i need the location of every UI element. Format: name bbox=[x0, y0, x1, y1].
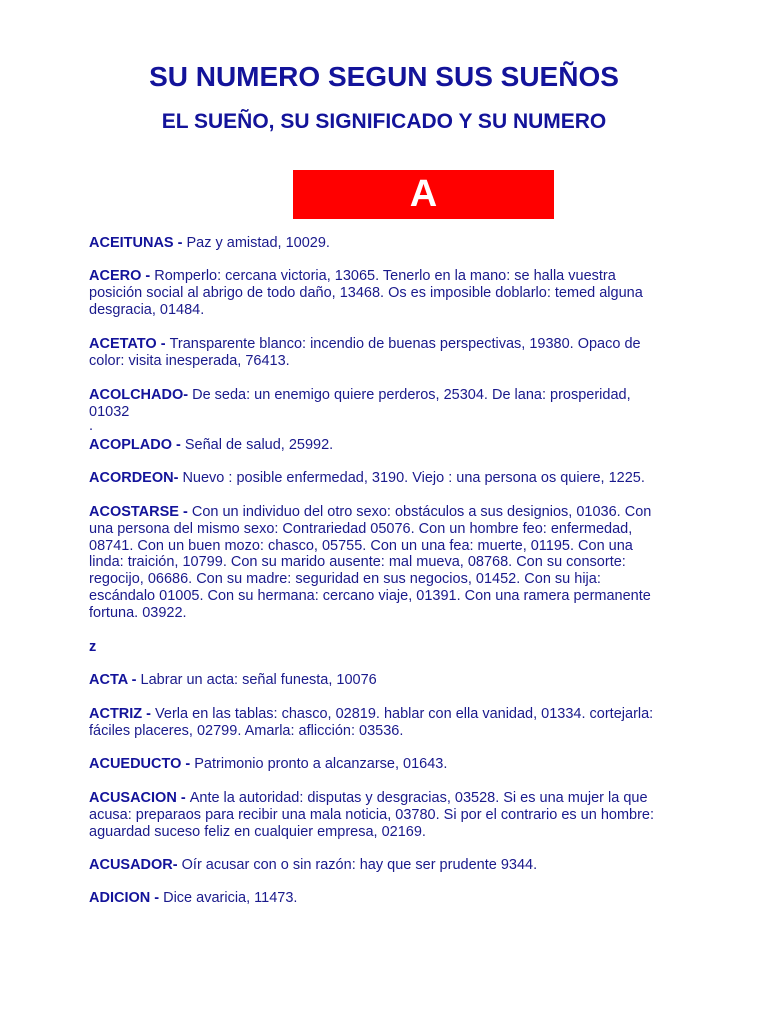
entry-desc: Labrar un acta: señal funesta, 10076 bbox=[140, 672, 377, 688]
entry-term: ACERO - bbox=[89, 268, 155, 284]
entry-desc: Señal de salud, 25992. bbox=[184, 437, 334, 453]
entry-adicion bbox=[89, 890, 697, 907]
entry-desc: linda: traición, 10799. Con su marido ausente: mal mueva, 08768. Con su consorte: bbox=[89, 554, 626, 571]
entry-desc: Oír acusar con o sin razón: hay que ser prudente 9344. bbox=[181, 857, 538, 873]
entry-term: ACOSTARSE - bbox=[89, 504, 192, 520]
entry-desc: aguardad suceso feliz en cualquier empresa, 02169. bbox=[89, 823, 426, 840]
entry-acta bbox=[89, 672, 697, 689]
entry-acolchado bbox=[89, 387, 697, 434]
entry-desc: . bbox=[89, 417, 94, 434]
entry-acostarse bbox=[89, 504, 697, 622]
entry-term: ACEITUNAS - bbox=[89, 235, 187, 251]
entry-term: ACETATO - bbox=[89, 336, 170, 352]
page-title: SU NUMERO SEGUN SUS SUEÑOS bbox=[149, 61, 619, 92]
entry-desc: Paz y amistad, 10029. bbox=[186, 235, 330, 251]
entry-aceitunas bbox=[89, 235, 697, 252]
entry-desc: Patrimonio pronto a alcanzarse, 01643. bbox=[194, 756, 448, 772]
entry-term: ACORDEON- bbox=[89, 470, 183, 486]
page-subtitle: EL SUEÑO, SU SIGNIFICADO Y SU NUMERO bbox=[161, 110, 607, 133]
entry-acusacion bbox=[89, 790, 697, 840]
entry-term: ACUSACION - bbox=[89, 790, 190, 806]
entry-desc: 01032 bbox=[89, 403, 130, 420]
section-letter-box: A bbox=[293, 170, 554, 219]
entry-acueducto bbox=[89, 756, 697, 773]
entry-desc: fáciles placeres, 02799. Amarla: aflicción: 03536. bbox=[89, 722, 404, 739]
entry-term: ACTA - bbox=[89, 672, 141, 688]
entry-desc: una persona del mismo sexo: Contrariedad 05076. Con un hombre feo: enfermedad, bbox=[89, 520, 633, 537]
entry-acetato bbox=[89, 336, 697, 370]
entry-desc: Transparente blanco: incendio de buenas perspectivas, 19380. Opaco de bbox=[169, 336, 641, 352]
entry-desc: regocijo, 06686. Con su madre: seguridad en sus negocios, 01452. Con su hija: bbox=[89, 571, 601, 588]
entry-desc: Verla en las tablas: chasco, 02819. hablar con ella vanidad, 01334. cortejarla: bbox=[155, 706, 654, 722]
entry-term: ACUSADOR- bbox=[89, 857, 182, 873]
entry-acoplado bbox=[89, 437, 697, 454]
entry-desc: 08741. Con un buen mozo: chasco, 05755. Con un una fea: muerte, 01195. Con una bbox=[89, 537, 633, 554]
entry-z bbox=[89, 639, 697, 656]
entry-desc: De seda: un enemigo quiere perderos, 25304. De lana: prosperidad, bbox=[192, 387, 631, 403]
entry-acordeon bbox=[89, 470, 697, 487]
entry-desc: Ante la autoridad: disputas y desgracias, 03528. Si es una mujer la que bbox=[189, 790, 648, 806]
entry-desc: Con un individuo del otro sexo: obstáculos a sus designios, 01036. Con bbox=[191, 504, 652, 520]
entry-term: ACTRIZ - bbox=[89, 706, 156, 722]
entry-desc: Romperlo: cercana victoria, 13065. Tenerlo en la mano: se halla vuestra bbox=[154, 268, 616, 284]
entry-actriz bbox=[89, 706, 697, 740]
entry-term: ADICION - bbox=[89, 890, 164, 906]
entry-desc: fortuna. 03922. bbox=[89, 604, 187, 621]
entry-desc: color: visita inesperada, 76413. bbox=[89, 352, 290, 369]
entry-desc: acusa: preparaos para recibir una mala noticia, 03780. Si por el contrario es un hombre: bbox=[89, 806, 655, 823]
entry-term: ACUEDUCTO - bbox=[89, 756, 195, 772]
entry-acusador bbox=[89, 857, 697, 874]
entry-desc: Dice avaricia, 11473. bbox=[163, 890, 298, 906]
entry-term: z bbox=[89, 639, 97, 655]
entry-desc: escándalo 01005. Con su hermana: cercano viaje, 01391. Con una ramera permanente bbox=[89, 587, 651, 604]
entry-acero bbox=[89, 268, 697, 318]
entry-desc: posición social al abrigo de todo daño, 13468. Os es imposible doblarlo: temed alguna bbox=[89, 284, 643, 301]
entry-desc: Nuevo : posible enfermedad, 3190. Viejo : una persona os quiere, 1225. bbox=[182, 470, 645, 486]
entry-term: ACOLCHADO- bbox=[89, 387, 193, 403]
entry-desc: desgracia, 01484. bbox=[89, 301, 205, 318]
entry-term: ACOPLADO - bbox=[89, 437, 185, 453]
